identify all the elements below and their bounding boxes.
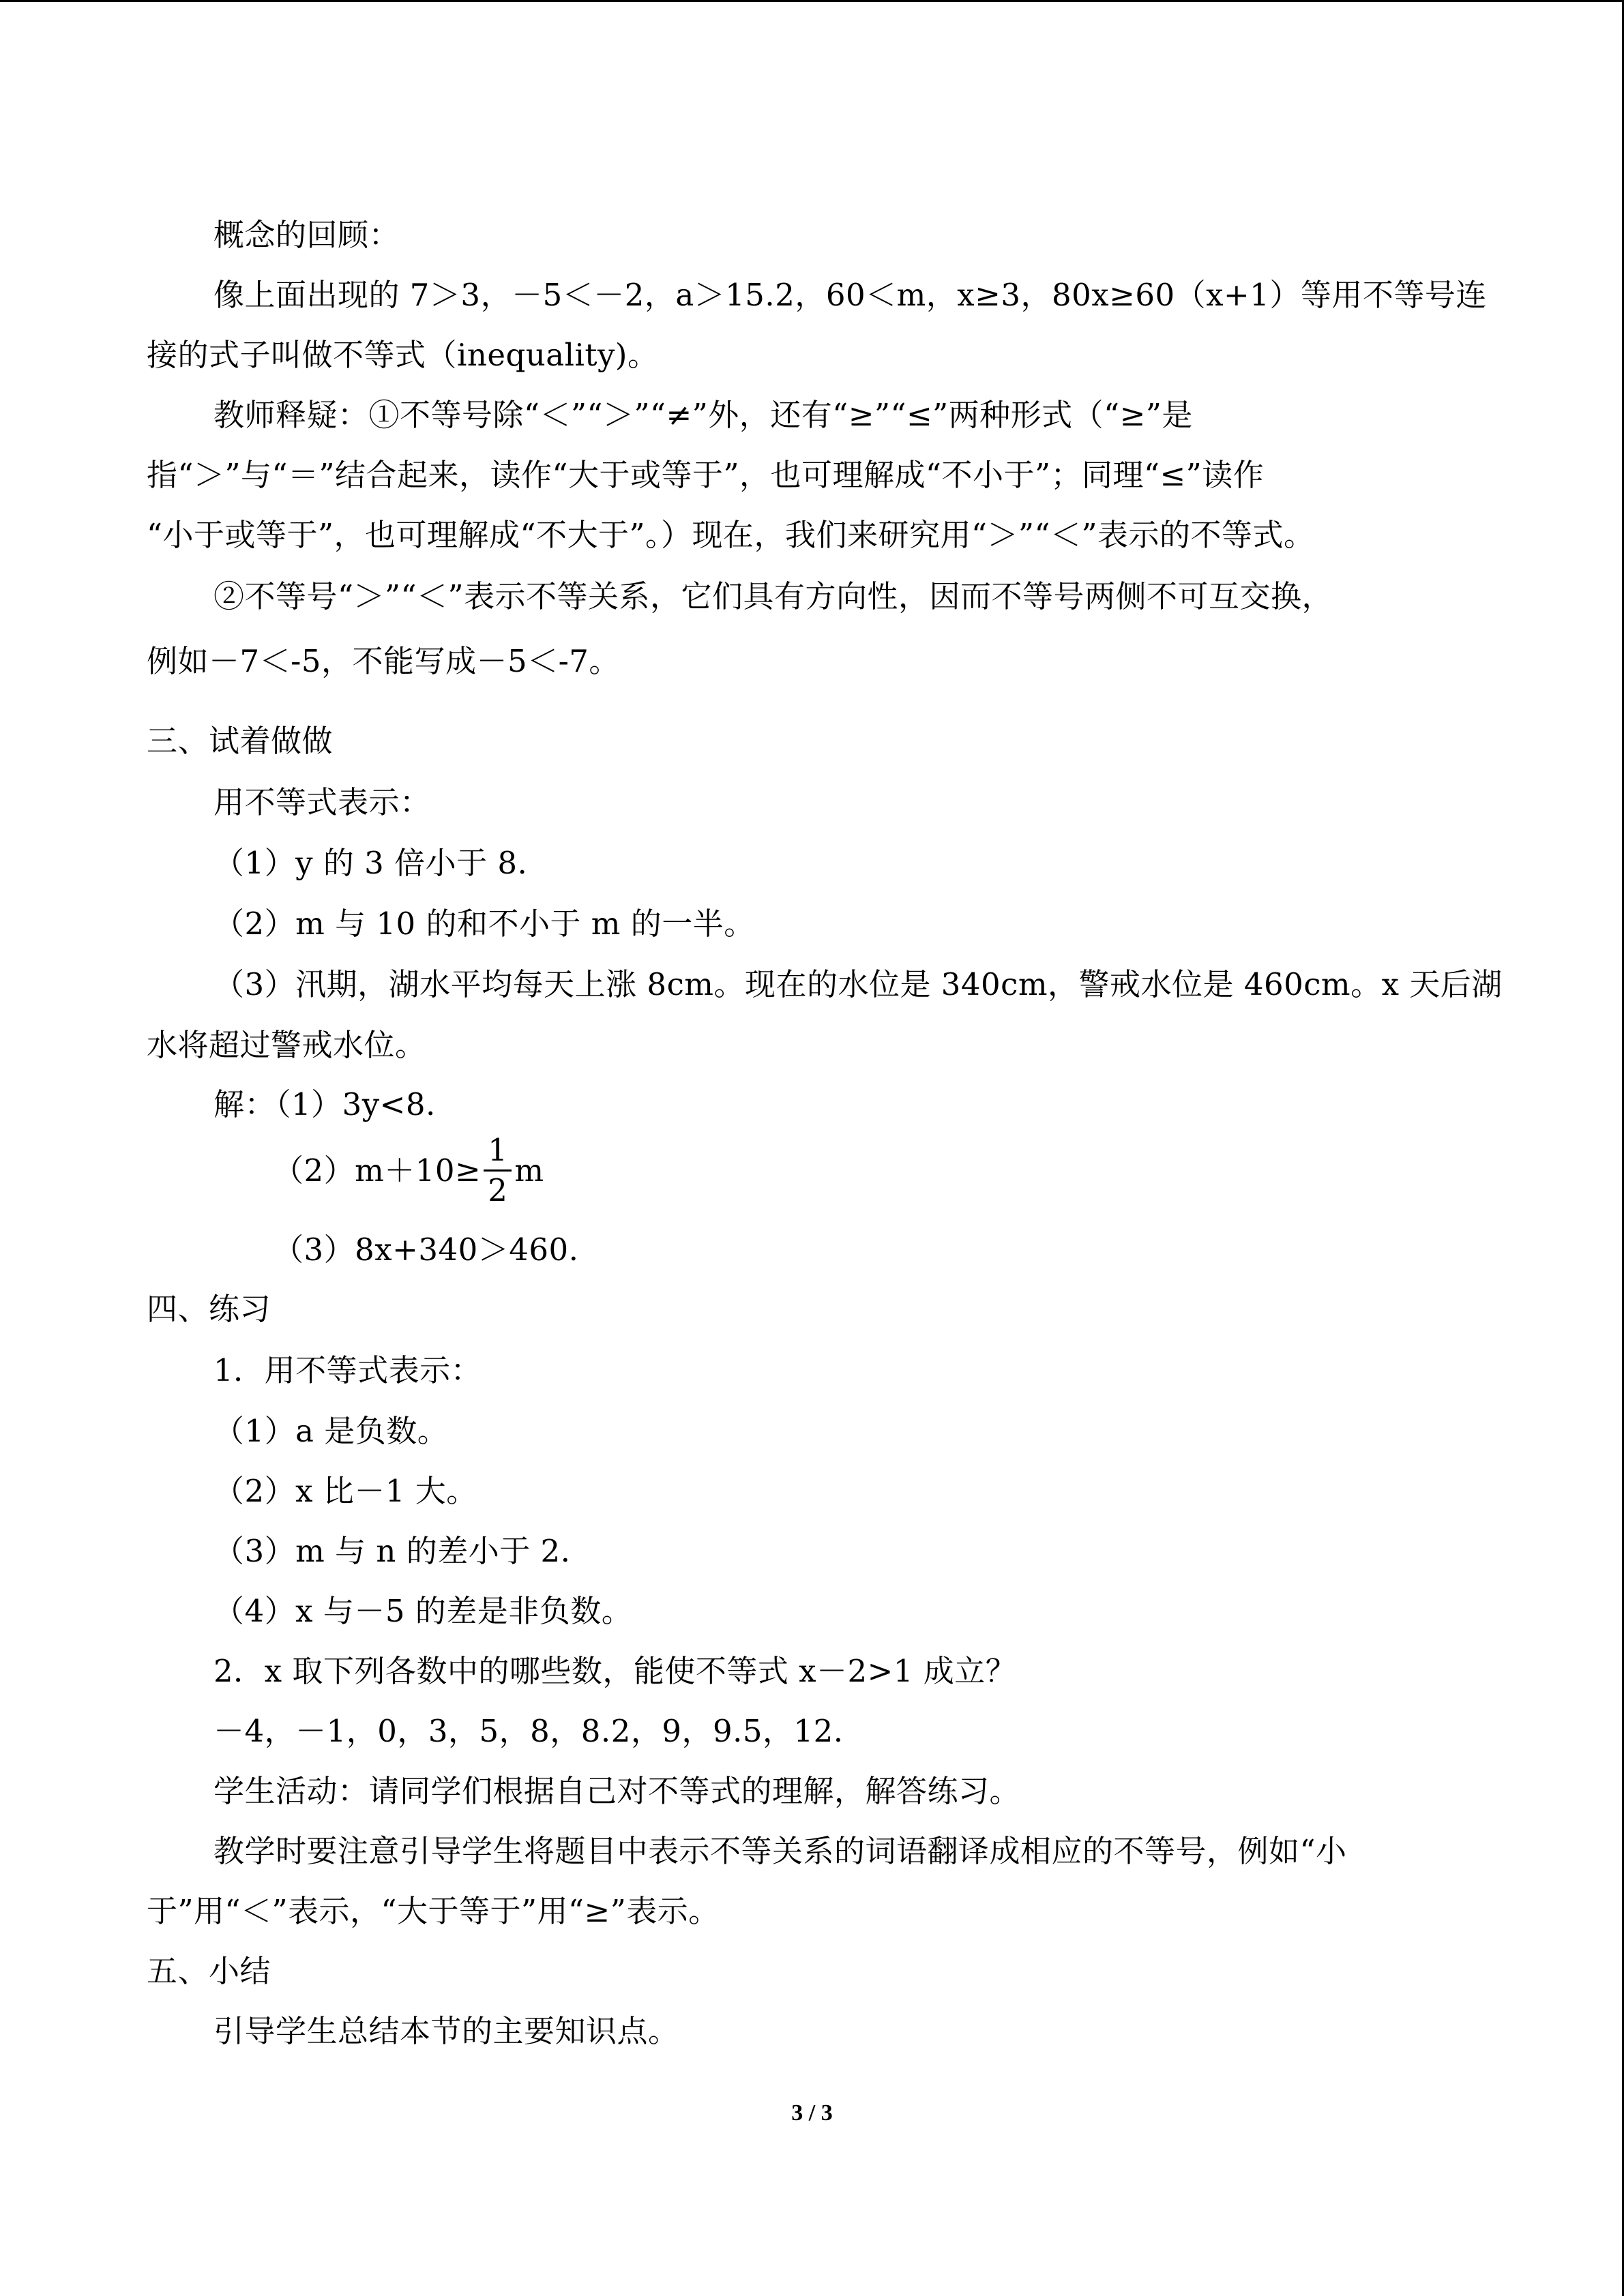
text-line: 1．用不等式表示：	[213, 1352, 482, 1388]
fraction-bar	[484, 1169, 512, 1172]
text-line: 指“＞”与“＝”结合起来，读作“大于或等于”，也可理解成“不小于”；同理“≤”读作	[147, 457, 1265, 493]
text-line: 接的式子叫做不等式（inequality)。	[147, 337, 659, 373]
text-line: 像上面出现的 7＞3，－5＜－2，a＞15.2，60＜m，x≥3，80x≥60（x+1）等用不等号连	[213, 277, 1487, 313]
text-line: ②不等号“＞”“＜”表示不等关系，它们具有方向性，因而不等号两侧不可互交换，	[213, 578, 1333, 614]
list-item: （1）a 是负数。	[213, 1413, 449, 1449]
page-number: 3 / 3	[791, 2100, 833, 2126]
text-line: 教师释疑：①不等号除“＜”“＞”“≠”外，还有“≥”“≤”两种形式（“≥”是	[213, 397, 1193, 433]
text-line: 引导学生总结本节的主要知识点。	[213, 2013, 679, 2049]
text-line: 概念的回顾：	[213, 217, 400, 253]
section-heading: 四、练习	[147, 1291, 271, 1327]
text-line: 例如－7＜-5，不能写成－5＜-7。	[147, 643, 620, 679]
fraction-denominator: 2	[488, 1172, 508, 1208]
list-item: （3）m 与 n 的差小于 2.	[213, 1533, 571, 1569]
list-item: （3）汛期，湖水平均每天上涨 8cm。现在的水位是 340cm，警戒水位是 460cm。x 天后湖	[213, 966, 1503, 1002]
text-line: 学生活动：请同学们根据自己对不等式的理解，解答练习。	[213, 1773, 1021, 1809]
section-heading: 五、小结	[147, 1953, 271, 1989]
section-heading: 三、试着做做	[147, 723, 334, 759]
solution-prefix: （2）m＋10≥	[273, 1152, 482, 1189]
list-item: （4）x 与－5 的差是非负数。	[213, 1593, 633, 1629]
list-item: （1）y 的 3 倍小于 8.	[213, 845, 528, 881]
text-line: 用不等式表示：	[213, 784, 431, 820]
list-item: （2）m 与 10 的和不小于 m 的一半。	[213, 906, 755, 942]
solution-line: 解：（1）3y<8.	[213, 1086, 436, 1122]
list-item: （2）x 比－1 大。	[213, 1473, 477, 1509]
text-line: 2．x 取下列各数中的哪些数，能使不等式 x－2>1 成立？	[213, 1653, 1017, 1689]
fraction-numerator: 1	[488, 1132, 508, 1168]
solution-line-fraction	[273, 1133, 544, 1211]
text-line: “小于或等于”，也可理解成“不大于”。）现在，我们来研究用“＞”“＜”表示的不等式。	[147, 517, 1315, 553]
text-line: 水将超过警戒水位。	[147, 1027, 426, 1063]
text-line: 于”用“＜”表示，“大于等于”用“≥”表示。	[147, 1893, 720, 1929]
solution-line: （3）8x+340＞460.	[273, 1232, 579, 1268]
text-line: 教学时要注意引导学生将题目中表示不等关系的词语翻译成相应的不等号，例如“小	[213, 1833, 1347, 1869]
solution-suffix: m	[514, 1152, 544, 1189]
text-line: －4，－1，0，3，5，8，8.2，9，9.5，12.	[213, 1713, 844, 1749]
fraction	[484, 1133, 512, 1208]
